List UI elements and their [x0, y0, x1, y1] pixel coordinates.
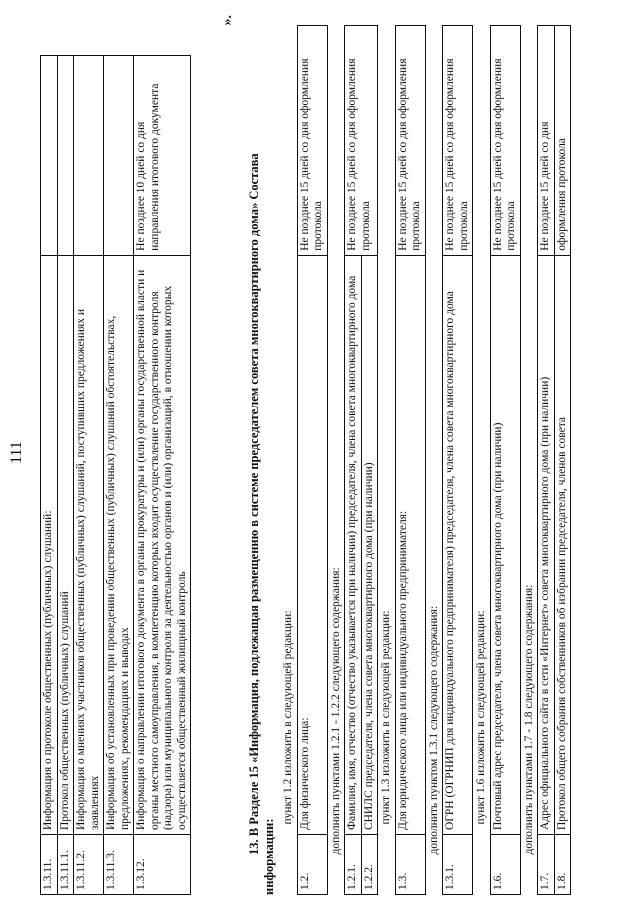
- row-term: [57, 56, 74, 256]
- row-number: 1.8.: [554, 835, 571, 895]
- row-term: Не позднее 15 дней со дня оформления протокола: [395, 26, 425, 256]
- row-text: ОГРН (ОГРНИП для индивидуального предпринимателя) председателя, члена совета многоквартирного дома: [443, 255, 473, 834]
- row-term: Не позднее 15 дней со дня оформления протокола: [490, 26, 520, 256]
- row-text: Адрес официального сайта в сети «Интернет» совета многоквартирного дома (при наличии): [538, 255, 555, 834]
- row-number: 1.3.11.2.: [74, 835, 104, 895]
- page-number: 111: [8, 441, 25, 464]
- table-row: [554, 26, 571, 895]
- row-term: [104, 56, 134, 256]
- row-term: Не позднее 15 дней со дня: [538, 26, 555, 256]
- row-text: Для физического лица:: [297, 255, 327, 834]
- table-row: [104, 56, 134, 895]
- row-number: 1.2.2.: [361, 835, 378, 895]
- heading-line: информации:: [262, 818, 276, 895]
- amendment-note: пункт 1.2 изложить в следующей редакции:: [282, 610, 294, 825]
- amendment-note-row: [520, 26, 538, 895]
- row-text: Для юридического лица или индивидуального предпринимателя:: [395, 255, 425, 834]
- table-row: [57, 56, 74, 895]
- amendment-note-row: [327, 26, 345, 895]
- table-row: [345, 26, 362, 895]
- row-number: 1.6.: [490, 835, 520, 895]
- row-number: 1.2.1.: [345, 835, 362, 895]
- row-term: Не позднее 15 дней со дня оформления протокола: [345, 26, 378, 256]
- row-text: Информация о направлении итогового документа в органы прокуратуры и (или) органы государственной власти и органы местного самоуправления, в компетенцию которых входит осуществление государственного контроля (надзора) или муниципального контроля за деятельностью органов и (или) организаций, в отношении которых осуществляется общественный жилищный контроль: [134, 255, 191, 834]
- table-row: [443, 26, 473, 895]
- table-row: [395, 26, 425, 895]
- amendment-note-row: [280, 26, 297, 895]
- table-row: [74, 56, 104, 895]
- row-term: оформления протокола: [554, 26, 571, 256]
- row-text: Протокол общего собрания собственников об избрании председателя, членов совета: [554, 255, 571, 834]
- information-table-top: [40, 55, 191, 895]
- row-text: СНИЛС председателя, члена совета многоквартирного дома (при наличии): [361, 255, 378, 834]
- row-term: [41, 56, 58, 256]
- row-term: Не позднее 15 дней со дня оформления протокола: [443, 26, 473, 256]
- row-term: Не позднее 10 дней со дня направления итогового документа: [134, 56, 191, 256]
- amendment-note: дополнить пунктами 1.2.1 - 1.2.2 следующего содержания:: [329, 567, 342, 855]
- table-row: [41, 56, 58, 895]
- row-text: Протокол общественных (публичных) слушаний: [57, 255, 74, 834]
- amendment-note: дополнить пунктами 1.7 - 1.8 следующего содержания:: [522, 584, 535, 855]
- table-row: [297, 26, 327, 895]
- closing-quote-mark: ».: [220, 15, 235, 26]
- row-number: 1.7.: [538, 835, 555, 895]
- row-term: [74, 56, 104, 256]
- amendment-note-row: [473, 26, 491, 895]
- row-text: Информация о мнениях участников общественных (публичных) слушаний, поступивших предложениях и заявлениях: [74, 255, 104, 834]
- row-number: 1.3.: [395, 835, 425, 895]
- row-number: 1.3.11.3.: [104, 835, 134, 895]
- row-text: Информация о протоколе общественных (публичных) слушаний:: [41, 255, 58, 834]
- row-number: 1.3.1.: [443, 835, 473, 895]
- row-number: 1.2.: [297, 835, 327, 895]
- amendment-note: дополнить пунктом 1.3.1 следующего содержания:: [427, 605, 440, 855]
- row-number: 1.3.11.1.: [57, 835, 74, 895]
- table-row: [134, 56, 191, 895]
- row-number: 1.3.11.: [41, 835, 58, 895]
- heading-line: 13. В Разделе 15 «Информация, подлежащая размещению в системе председателем совета многоквартирного дома» Состава: [247, 153, 261, 855]
- amendment-note: пункт 1.6 изложить в следующей редакции:: [475, 610, 487, 825]
- amendment-note: пункт 1.3 изложить в следующей редакции:: [380, 610, 392, 825]
- row-text: Информация об установленных при проведении общественных (публичных) слушаний обстоятельствах, предложениях, рекомендациях и выводах: [104, 255, 134, 834]
- row-number: 1.3.12.: [134, 835, 191, 895]
- table-row: [490, 26, 520, 895]
- row-text: Фамилия, имя, отчество (отчество указывается при наличии) председателя, члена совета многоквартирного дома: [345, 255, 362, 834]
- information-table-section-15: [280, 25, 571, 895]
- row-term: Не позднее 15 дней со дня оформления протокола: [297, 26, 327, 256]
- section-heading: [247, 25, 277, 895]
- amendment-note-row: [425, 26, 443, 895]
- amendment-note-row: [378, 26, 396, 895]
- row-text: Почтовый адрес председателя, члена совета многоквартирного дома (при наличии): [490, 255, 520, 834]
- table-row: [538, 26, 555, 895]
